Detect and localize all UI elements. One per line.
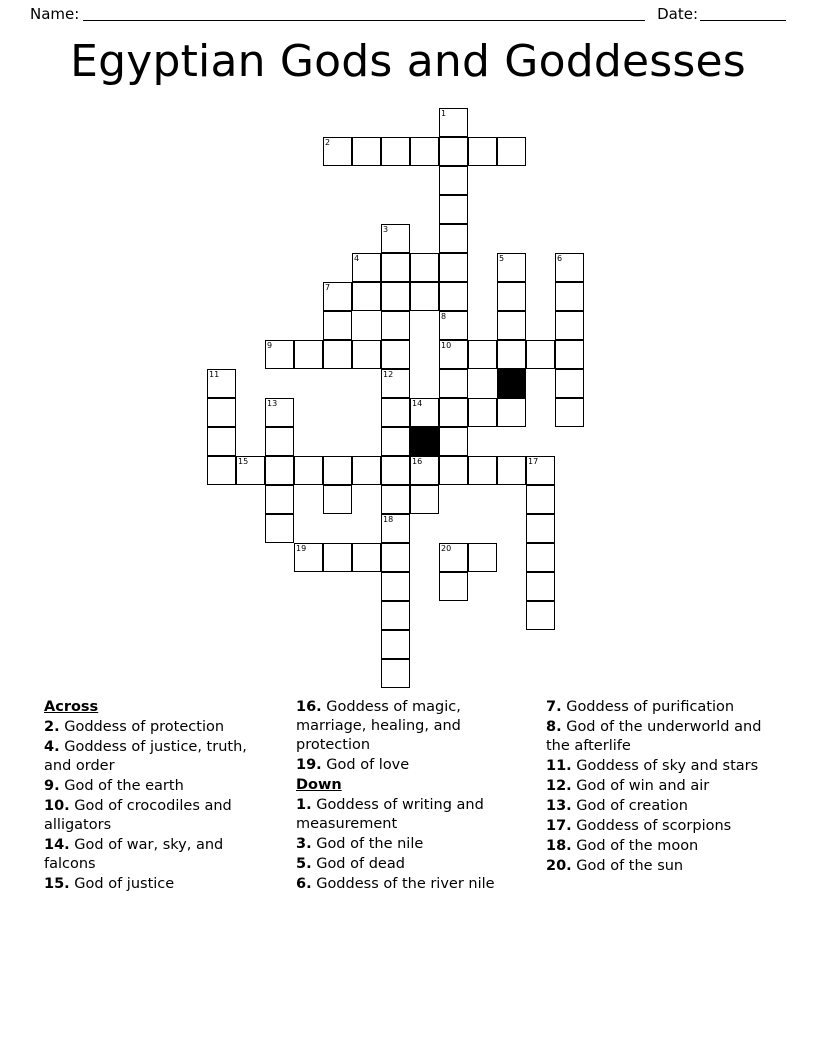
grid-cell[interactable]	[526, 543, 555, 572]
name-date-line	[30, 0, 786, 28]
clue-down-11	[546, 757, 774, 776]
clue-number: 12.	[545, 778, 572, 794]
grid-cell[interactable]	[381, 369, 410, 398]
grid-cell[interactable]	[352, 282, 381, 311]
clue-text: Goddess of protection	[64, 719, 225, 735]
clue-across-10	[44, 797, 274, 835]
grid-cell[interactable]	[381, 427, 410, 456]
across-heading: Across	[44, 699, 99, 715]
clue-text: God of win and air	[576, 778, 710, 794]
clue-across-9	[44, 777, 274, 796]
clue-number: 14.	[44, 837, 70, 853]
grid-cell[interactable]	[323, 543, 352, 572]
grid-cell[interactable]	[265, 485, 294, 514]
grid-cell[interactable]	[439, 543, 468, 572]
clue-down-6	[296, 875, 524, 894]
grid-cell[interactable]	[265, 398, 294, 427]
grid-cell-number: 11	[209, 370, 220, 379]
grid-cell[interactable]	[468, 456, 497, 485]
clue-across-14	[44, 836, 274, 874]
clue-down-7	[546, 698, 774, 717]
grid-cell-number: 3	[383, 225, 389, 234]
clue-across-15	[44, 875, 274, 894]
clue-down-20	[546, 857, 774, 876]
grid-cell[interactable]	[381, 311, 410, 340]
clue-across-16	[296, 698, 524, 755]
grid-cell[interactable]	[265, 427, 294, 456]
grid-cell[interactable]	[294, 543, 323, 572]
grid-cell-number: 18	[383, 515, 394, 524]
clue-down-1	[296, 796, 524, 834]
clues-container	[44, 698, 774, 978]
clue-text: God of the underworld and the afterlife	[545, 719, 762, 754]
clue-number: 13.	[545, 798, 572, 814]
grid-cell-number: 6	[557, 254, 563, 263]
clue-text: Goddess of sky and stars	[576, 758, 759, 774]
clue-number: 5.	[295, 856, 312, 872]
grid-cell[interactable]	[381, 282, 410, 311]
clue-down-13	[546, 797, 774, 816]
grid-cell[interactable]	[439, 572, 468, 601]
grid-cell[interactable]	[468, 543, 497, 572]
grid-cell[interactable]	[352, 456, 381, 485]
clue-number: 4.	[44, 739, 60, 755]
grid-block-cell	[497, 369, 526, 398]
clue-number: 2.	[44, 719, 60, 735]
grid-cell[interactable]	[207, 456, 236, 485]
grid-cell[interactable]	[497, 253, 526, 282]
grid-cell-number: 15	[238, 457, 249, 466]
grid-cell[interactable]	[207, 369, 236, 398]
grid-cell-number: 13	[267, 399, 278, 408]
grid-cell-number: 8	[441, 312, 447, 321]
grid-cell[interactable]	[381, 340, 410, 369]
grid-cell[interactable]	[207, 398, 236, 427]
grid-cell[interactable]	[439, 282, 468, 311]
grid-cell[interactable]	[294, 340, 323, 369]
grid-cell[interactable]	[439, 340, 468, 369]
grid-cell[interactable]	[497, 282, 526, 311]
grid-cell[interactable]	[265, 456, 294, 485]
grid-cell[interactable]	[265, 340, 294, 369]
grid-cell[interactable]	[381, 659, 410, 688]
crossword-grid[interactable]	[178, 108, 638, 688]
clue-number: 7.	[545, 699, 562, 715]
clue-number: 9.	[44, 778, 60, 794]
clue-number: 3.	[295, 836, 312, 852]
grid-cell[interactable]	[497, 340, 526, 369]
grid-cell[interactable]	[323, 311, 352, 340]
grid-cell[interactable]	[439, 369, 468, 398]
grid-cell[interactable]	[294, 456, 323, 485]
clue-text: Goddess of the river nile	[316, 876, 495, 892]
clue-down-12	[546, 777, 774, 796]
grid-cell[interactable]	[236, 456, 265, 485]
clue-text: Goddess of purification	[566, 699, 735, 715]
grid-cell-number: 12	[383, 370, 394, 379]
grid-cell[interactable]	[526, 572, 555, 601]
grid-cell[interactable]	[410, 485, 439, 514]
grid-cell[interactable]	[323, 137, 352, 166]
grid-cell-number: 1	[441, 109, 447, 118]
grid-cell[interactable]	[265, 514, 294, 543]
grid-cell[interactable]	[497, 311, 526, 340]
grid-cell[interactable]	[555, 253, 584, 282]
clue-number: 15.	[44, 876, 70, 892]
grid-cell[interactable]	[526, 340, 555, 369]
clue-down-3	[296, 835, 524, 854]
grid-cell[interactable]	[323, 282, 352, 311]
grid-cell-number: 17	[528, 457, 539, 466]
clue-column-3	[546, 698, 774, 978]
grid-cell[interactable]	[352, 253, 381, 282]
grid-cell[interactable]	[526, 514, 555, 543]
clue-down-5	[296, 855, 524, 874]
clue-text: God of war, sky, and falcons	[44, 837, 224, 872]
clue-number: 17.	[545, 818, 572, 834]
page-title: Egyptian Gods and Goddesses	[70, 36, 746, 87]
grid-cell-number: 2	[325, 138, 331, 147]
grid-cell[interactable]	[555, 311, 584, 340]
grid-cell[interactable]	[323, 340, 352, 369]
grid-cell[interactable]	[555, 282, 584, 311]
clue-text: God of crocodiles and alligators	[44, 798, 232, 833]
grid-cell[interactable]	[352, 340, 381, 369]
grid-cell[interactable]	[381, 485, 410, 514]
grid-cell[interactable]	[323, 456, 352, 485]
grid-cell[interactable]	[410, 137, 439, 166]
clue-across-19	[296, 756, 524, 775]
grid-cell[interactable]	[381, 572, 410, 601]
clue-column-2	[296, 698, 524, 978]
grid-cell[interactable]	[439, 224, 468, 253]
grid-cell[interactable]	[439, 108, 468, 137]
grid-cell[interactable]	[439, 311, 468, 340]
clue-text: Goddess of magic, marriage, healing, and protection	[295, 699, 461, 753]
grid-cell-number: 7	[325, 283, 331, 292]
grid-cell[interactable]	[526, 456, 555, 485]
grid-cell-number: 16	[412, 457, 423, 466]
grid-cell[interactable]	[526, 485, 555, 514]
clue-text: Goddess of scorpions	[576, 818, 732, 834]
clue-number: 1.	[295, 797, 312, 813]
grid-cell[interactable]	[468, 137, 497, 166]
grid-cell[interactable]	[352, 543, 381, 572]
grid-cell[interactable]	[381, 514, 410, 543]
grid-cell[interactable]	[439, 195, 468, 224]
grid-cell[interactable]	[439, 253, 468, 282]
grid-cell[interactable]	[381, 456, 410, 485]
clue-number: 18.	[545, 838, 572, 854]
clue-text: God of the earth	[64, 778, 184, 794]
grid-cell[interactable]	[439, 456, 468, 485]
grid-cell-number: 9	[267, 341, 273, 350]
clue-down-17	[546, 817, 774, 836]
clue-text: Goddess of justice, truth, and order	[44, 739, 247, 774]
clue-text: God of creation	[576, 798, 688, 814]
clue-text: God of dead	[316, 856, 405, 872]
grid-cell-number: 19	[296, 544, 307, 553]
grid-cell[interactable]	[410, 398, 439, 427]
grid-cell[interactable]	[381, 543, 410, 572]
grid-cell[interactable]	[439, 137, 468, 166]
grid-cell[interactable]	[381, 601, 410, 630]
grid-cell[interactable]	[468, 398, 497, 427]
date-write-line[interactable]	[700, 7, 786, 21]
grid-cell-number: 10	[441, 341, 452, 350]
clue-number: 11.	[545, 758, 572, 774]
grid-cell[interactable]	[555, 369, 584, 398]
clue-across-4	[44, 738, 274, 776]
grid-cell[interactable]	[381, 630, 410, 659]
clue-number: 20.	[545, 858, 572, 874]
clue-text: God of the sun	[576, 858, 684, 874]
grid-cell[interactable]	[381, 398, 410, 427]
clue-down-8	[546, 718, 774, 756]
grid-cell[interactable]	[207, 427, 236, 456]
clue-number: 10.	[44, 798, 70, 814]
grid-cell-number: 4	[354, 254, 360, 263]
grid-cell[interactable]	[555, 398, 584, 427]
clue-column-1	[44, 698, 274, 978]
clue-text: God of the nile	[316, 836, 424, 852]
clue-text: God of love	[326, 757, 410, 773]
grid-cell[interactable]	[468, 340, 497, 369]
grid-cell[interactable]	[497, 398, 526, 427]
clue-down-18	[546, 837, 774, 856]
grid-cell[interactable]	[497, 456, 526, 485]
grid-cell[interactable]	[352, 137, 381, 166]
grid-cell[interactable]	[381, 253, 410, 282]
clue-across-2	[44, 718, 274, 737]
clue-text: God of justice	[74, 876, 175, 892]
name-label: Name:	[30, 5, 80, 23]
grid-cell[interactable]	[381, 224, 410, 253]
grid-cell-number: 14	[412, 399, 423, 408]
grid-cell[interactable]	[439, 398, 468, 427]
clue-number: 6.	[295, 876, 312, 892]
grid-cell[interactable]	[439, 427, 468, 456]
grid-cell[interactable]	[497, 137, 526, 166]
name-write-line[interactable]	[83, 7, 645, 21]
clue-number: 19.	[295, 757, 322, 773]
grid-cell[interactable]	[381, 137, 410, 166]
grid-block-cell	[410, 427, 439, 456]
grid-cell[interactable]	[439, 166, 468, 195]
crossword-grid-container	[0, 108, 816, 688]
grid-cell[interactable]	[555, 340, 584, 369]
grid-cell[interactable]	[410, 253, 439, 282]
grid-cell[interactable]	[410, 282, 439, 311]
grid-cell[interactable]	[526, 601, 555, 630]
clue-text: Goddess of writing and measurement	[295, 797, 484, 832]
grid-cell[interactable]	[323, 485, 352, 514]
clue-text: God of the moon	[576, 838, 699, 854]
clue-number: 8.	[545, 719, 562, 735]
down-heading: Down	[295, 777, 342, 793]
grid-cell-number: 5	[499, 254, 505, 263]
grid-cell[interactable]	[410, 456, 439, 485]
date-label: Date:	[657, 5, 698, 23]
clue-number: 16.	[295, 699, 322, 715]
grid-cell-number: 20	[441, 544, 452, 553]
